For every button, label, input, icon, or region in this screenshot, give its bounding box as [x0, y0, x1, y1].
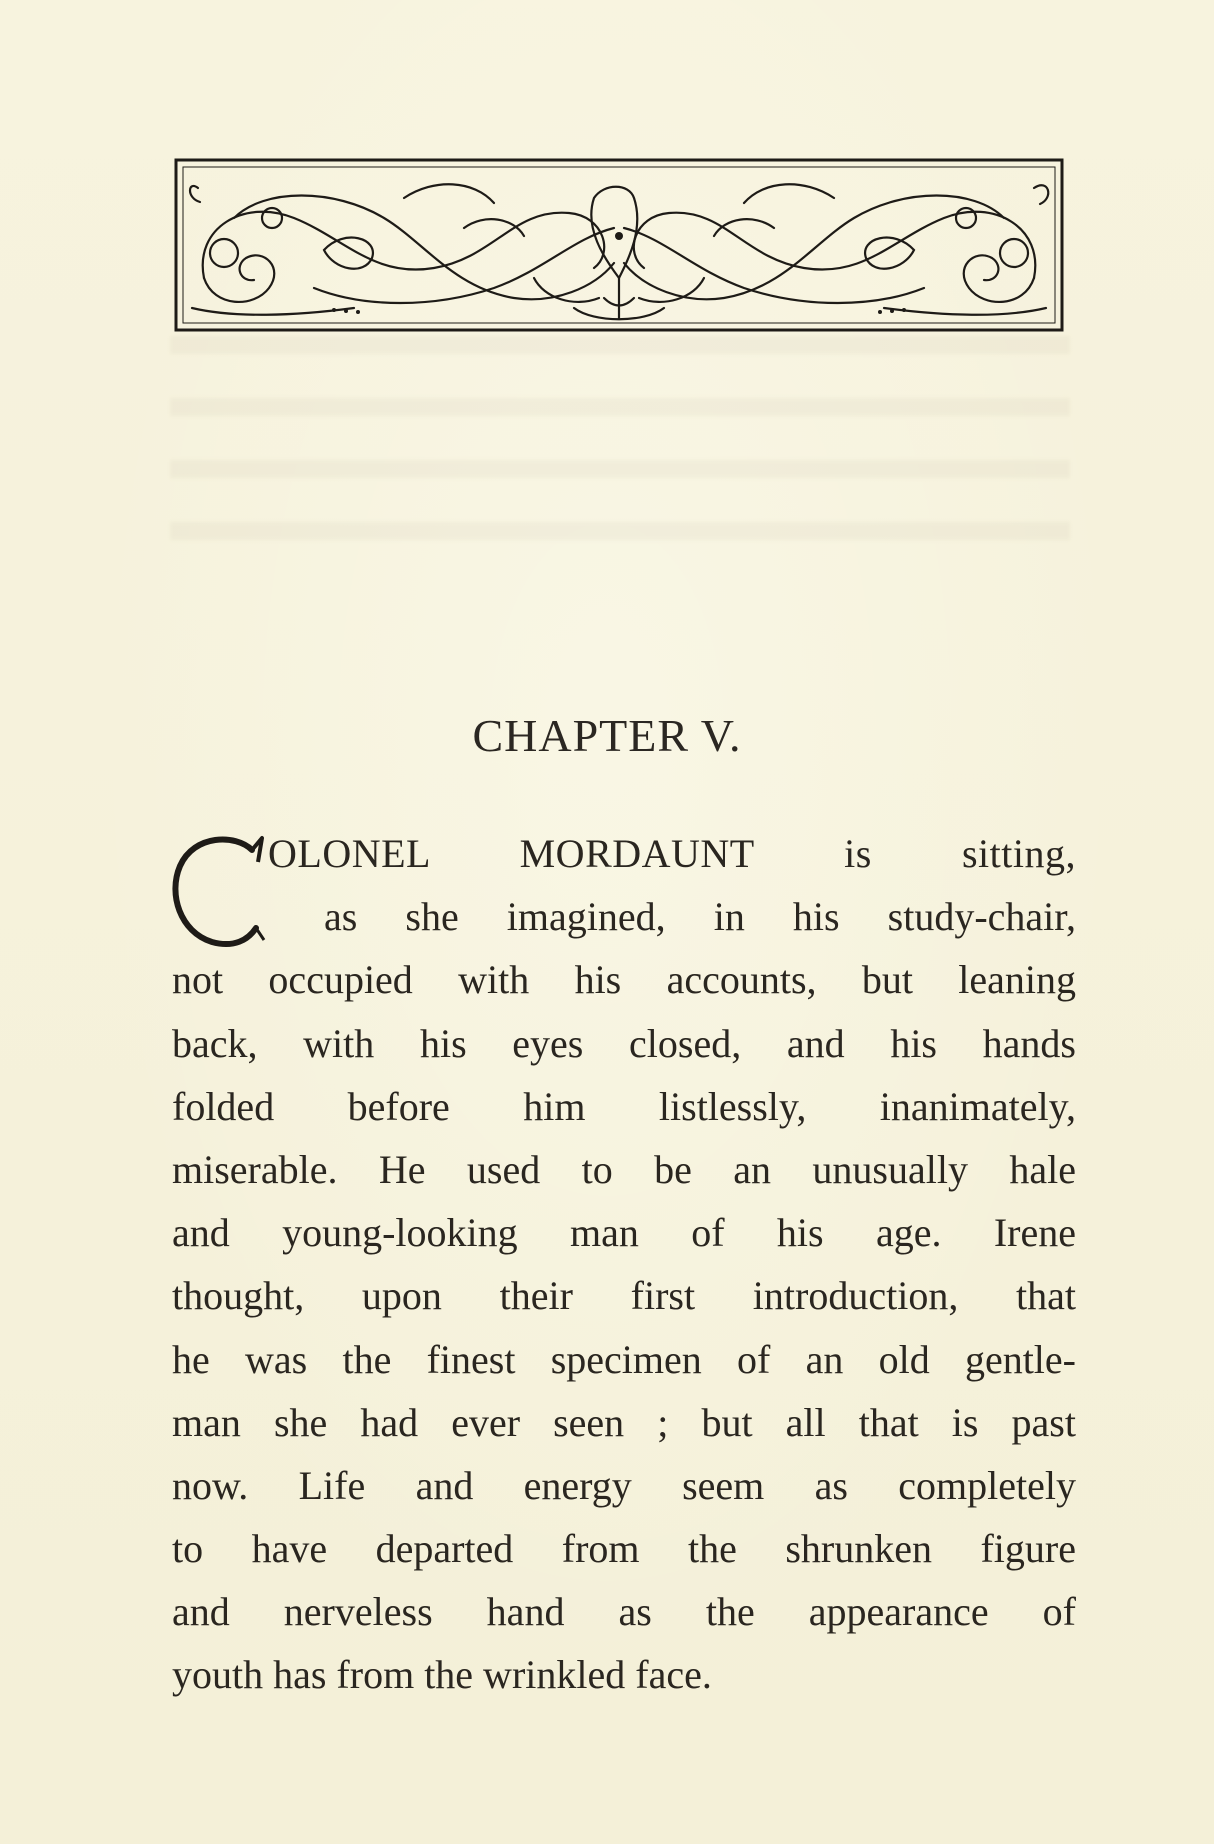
text-line: miserable. He used to be an unusually hale [172, 1146, 1076, 1192]
text-line: and nerveless hand as the appearance of [172, 1589, 1076, 1635]
text-line: not occupied with his accounts, but leaning [172, 957, 1076, 1003]
ornamental-headpiece [174, 158, 1064, 332]
text-line: as she imagined, in his study-chair, [324, 894, 1076, 940]
text-line [172, 822, 1076, 885]
text-line-content: OLONEL MORDAUNT is sitting, [268, 831, 1076, 876]
text-line: now. Life and energy seem as completely [172, 1462, 1076, 1508]
chapter-paragraph [172, 822, 1076, 1707]
text-line: youth has from the wrinkled face. [172, 1652, 712, 1698]
text-line: he was the finest specimen of an old gentle- [172, 1336, 1076, 1382]
text-line: back, with his eyes closed, and his hands [172, 1020, 1076, 1066]
text-line: folded before him listlessly, inanimately, [172, 1083, 1076, 1129]
text-line: and young-looking man of his age. Irene [172, 1210, 1076, 1256]
scroll-ornament-icon [174, 158, 1064, 332]
chapter-heading: CHAPTER V. [472, 710, 742, 761]
text-line: to have departed from the shrunken figure [172, 1526, 1076, 1572]
show-through-shadow [170, 300, 1070, 560]
text-line: man she had ever seen ; but all that is past [172, 1399, 1076, 1445]
text-line: thought, upon their first introduction, that [172, 1273, 1076, 1319]
